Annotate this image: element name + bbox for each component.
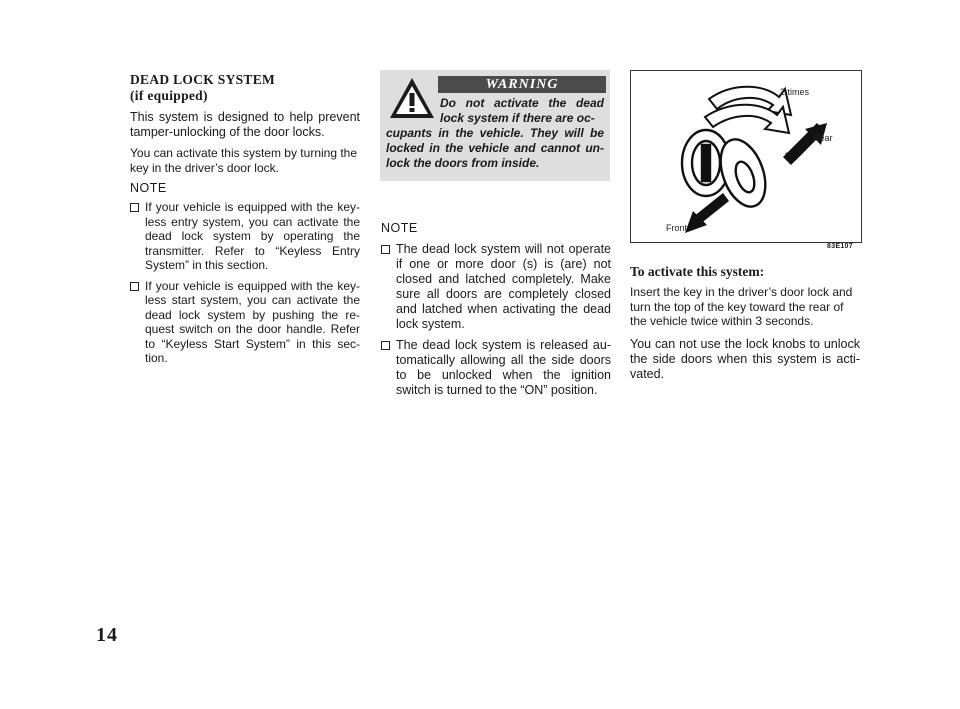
- list-item: [381, 242, 611, 332]
- front-arrow-icon: [685, 193, 729, 233]
- note-label: NOTE: [381, 221, 418, 235]
- activation-instructions: Insert the key in the driver’s door lock and turn the top of the key toward the rear of the vehicle twice within 3 seconds.: [630, 285, 853, 328]
- lock-knob-note: You can not use the lock knobs to unlock the side doors when this system is acti-vated.: [630, 336, 860, 381]
- page-number: 14: [96, 624, 118, 646]
- warning-text-line1: Do not activate the dead lock system if there are oc-: [440, 96, 604, 125]
- section-title: DEAD LOCK SYSTEM: [130, 72, 276, 87]
- bullet-box-icon: [130, 282, 139, 291]
- activation-heading: To activate this system:: [630, 264, 765, 279]
- list-item-text: The dead lock system is released au-tomatically allowing all the side doors to be unlocked when the ignition switch is turned to the “ON” position.: [396, 338, 611, 397]
- warning-box: [380, 70, 610, 181]
- list-item-text: If your vehicle is equipped with the key-less start system, you can activate the dead lock system by pushing the re-quest switch on the door handle. Refer to “Keyless Start System” in this sec-tion.: [145, 278, 360, 365]
- rear-arrow-icon: [783, 123, 827, 165]
- key-lock-figure: [630, 70, 862, 243]
- curved-arrow-icon: [705, 87, 791, 133]
- list-item: [130, 279, 360, 366]
- rear-label: Rear: [813, 133, 833, 143]
- list-item: [381, 338, 611, 398]
- bullet-box-icon: [381, 341, 390, 350]
- warning-text-rest: cupants in the vehicle. They will be locked in the vehicle and cannot un-lock the doors from inside.: [386, 126, 604, 170]
- activation-paragraph: You can activate this system by turning the key in the driver’s door lock.: [130, 146, 358, 175]
- bullet-box-icon: [130, 203, 139, 212]
- times-label: 2 times: [780, 87, 810, 97]
- right-column: [630, 264, 860, 388]
- bullet-box-icon: [381, 245, 390, 254]
- front-label: Front: [666, 223, 688, 233]
- warning-heading: WARNING: [438, 76, 606, 93]
- middle-column: [381, 221, 611, 404]
- note-label: NOTE: [130, 181, 167, 195]
- section-subtitle: (if equipped): [130, 88, 208, 103]
- left-column: [130, 72, 360, 372]
- warning-text: [386, 96, 604, 171]
- intro-paragraph: This system is designed to help prevent tamper-unlocking of the door locks.: [130, 110, 360, 139]
- figure-code: 83E107: [827, 243, 853, 250]
- list-item: [130, 200, 360, 273]
- list-item-text: The dead lock system will not operate if one or more door (s) is (are) not closed and latched completely. Make sure all doors are completely closed and latched when activating the dead lock system.: [396, 242, 611, 331]
- list-item-text: If your vehicle is equipped with the key-less entry system, you can activate the dead lock system by operating the transmitter. Refer to “Keyless Entry System” in this section.: [145, 200, 360, 272]
- key-turn-illustration: [631, 71, 861, 242]
